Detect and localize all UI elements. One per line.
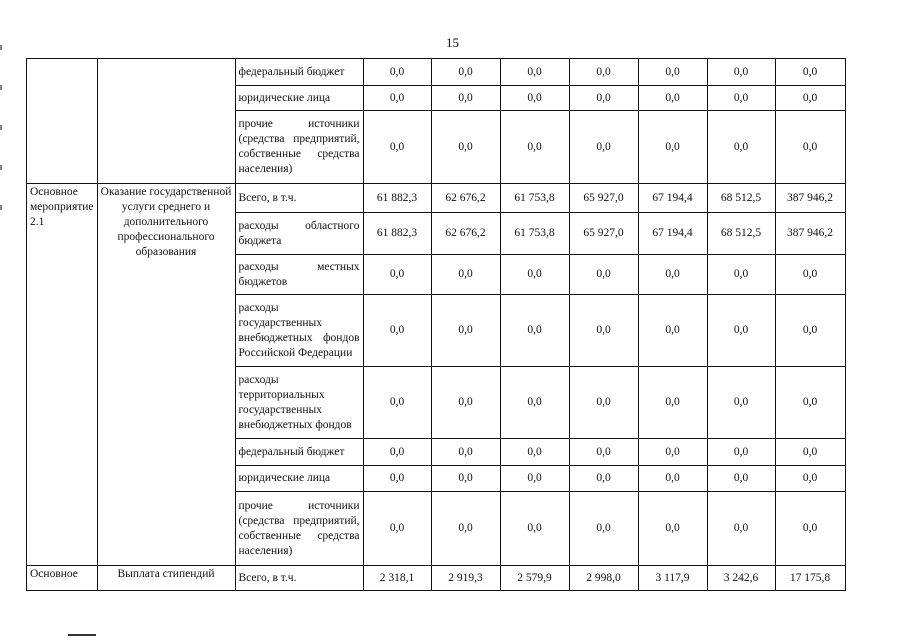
value-cell: 0,0: [707, 492, 775, 566]
value-cell: 0,0: [707, 466, 775, 492]
value-cell: 0,0: [638, 255, 707, 295]
value-cell: 61 753,8: [500, 213, 569, 255]
value-cell: 387 946,2: [775, 184, 845, 213]
value-cell: 0,0: [569, 86, 638, 111]
value-cell: 0,0: [775, 59, 845, 86]
value-cell: 0,0: [775, 439, 845, 466]
value-cell: 0,0: [431, 295, 500, 367]
value-cell: 2 318,1: [363, 566, 431, 591]
value-cell: 65 927,0: [569, 213, 638, 255]
value-cell: 61 882,3: [363, 184, 431, 213]
value-cell: 2 579,9: [500, 566, 569, 591]
value-cell: 3 117,9: [638, 566, 707, 591]
value-cell: 0,0: [775, 367, 845, 439]
funding-source-cell: прочие источники (средства предприятий, собственные средства населения): [235, 492, 363, 566]
table-row: [27, 184, 846, 213]
value-cell: 0,0: [363, 59, 431, 86]
funding-source-cell: прочие источники (средства предприятий, собственные средства населения): [235, 111, 363, 184]
value-cell: 3 242,6: [707, 566, 775, 591]
value-cell: 387 946,2: [775, 213, 845, 255]
funding-source-cell: федеральный бюджет: [235, 439, 363, 466]
value-cell: 0,0: [431, 466, 500, 492]
value-cell: 0,0: [500, 59, 569, 86]
value-cell: 0,0: [707, 59, 775, 86]
value-cell: 0,0: [431, 439, 500, 466]
table-row: [27, 59, 846, 86]
value-cell: 0,0: [431, 255, 500, 295]
value-cell: 0,0: [638, 86, 707, 111]
value-cell: 67 194,4: [638, 184, 707, 213]
page-number: 15: [446, 35, 459, 50]
value-cell: 0,0: [500, 86, 569, 111]
value-cell: 0,0: [569, 466, 638, 492]
value-cell: 0,0: [363, 439, 431, 466]
value-cell: 0,0: [363, 492, 431, 566]
value-cell: 0,0: [569, 59, 638, 86]
value-cell: 0,0: [363, 255, 431, 295]
funding-source-cell: федеральный бюджет: [235, 59, 363, 86]
value-cell: 0,0: [431, 86, 500, 111]
value-cell: 2 919,3: [431, 566, 500, 591]
value-cell: 0,0: [363, 295, 431, 367]
value-cell: 0,0: [638, 295, 707, 367]
value-cell: 0,0: [363, 111, 431, 184]
value-cell: 0,0: [775, 255, 845, 295]
funding-source-cell: Всего, в т.ч.: [235, 184, 363, 213]
value-cell: 0,0: [363, 86, 431, 111]
value-cell: 0,0: [500, 439, 569, 466]
value-cell: 0,0: [500, 466, 569, 492]
funding-source-cell: расходы государственных внебюджетных фондов Российской Федерации: [235, 295, 363, 367]
description-cell: [97, 59, 235, 184]
value-cell: 0,0: [363, 367, 431, 439]
table-row: [27, 566, 846, 591]
value-cell: 62 676,2: [431, 184, 500, 213]
value-cell: 0,0: [431, 111, 500, 184]
value-cell: 0,0: [569, 295, 638, 367]
value-cell: 0,0: [707, 255, 775, 295]
value-cell: 0,0: [500, 295, 569, 367]
footer-dash-mark: [68, 634, 96, 636]
value-cell: 0,0: [638, 439, 707, 466]
value-cell: 0,0: [775, 295, 845, 367]
description-cell: Выплата стипендий: [97, 566, 235, 591]
value-cell: 0,0: [638, 466, 707, 492]
value-cell: 0,0: [500, 367, 569, 439]
funding-source-cell: расходы областного бюджета: [235, 213, 363, 255]
value-cell: 0,0: [707, 86, 775, 111]
value-cell: 0,0: [707, 439, 775, 466]
funding-source-cell: расходы местных бюджетов: [235, 255, 363, 295]
value-cell: 67 194,4: [638, 213, 707, 255]
value-cell: 0,0: [775, 86, 845, 111]
value-cell: 61 753,8: [500, 184, 569, 213]
value-cell: 0,0: [363, 466, 431, 492]
value-cell: 0,0: [569, 111, 638, 184]
value-cell: 0,0: [775, 466, 845, 492]
value-cell: 0,0: [569, 367, 638, 439]
value-cell: 0,0: [569, 255, 638, 295]
value-cell: 0,0: [638, 367, 707, 439]
event-cell: [27, 59, 98, 184]
event-cell: Основное мероприятие 2.1: [27, 184, 98, 566]
scan-margin-marks: [0, 45, 2, 215]
value-cell: 0,0: [775, 111, 845, 184]
value-cell: 0,0: [500, 492, 569, 566]
value-cell: 17 175,8: [775, 566, 845, 591]
value-cell: 68 512,5: [707, 213, 775, 255]
value-cell: 0,0: [707, 367, 775, 439]
description-cell: Оказание государственной услуги среднего и дополнительного профессионального образования: [97, 184, 235, 566]
value-cell: 0,0: [638, 59, 707, 86]
value-cell: 0,0: [707, 295, 775, 367]
budget-table: [26, 58, 846, 591]
value-cell: 0,0: [431, 59, 500, 86]
funding-source-cell: юридические лица: [235, 466, 363, 492]
value-cell: 0,0: [431, 492, 500, 566]
value-cell: 0,0: [638, 111, 707, 184]
funding-source-cell: расходы территориальных государственных внебюджетных фондов: [235, 367, 363, 439]
funding-source-cell: Всего, в т.ч.: [235, 566, 363, 591]
value-cell: 0,0: [775, 492, 845, 566]
value-cell: 0,0: [707, 111, 775, 184]
value-cell: 61 882,3: [363, 213, 431, 255]
value-cell: 2 998,0: [569, 566, 638, 591]
value-cell: 0,0: [569, 439, 638, 466]
value-cell: 0,0: [569, 492, 638, 566]
value-cell: 0,0: [500, 111, 569, 184]
value-cell: 0,0: [500, 255, 569, 295]
event-cell: Основное: [27, 566, 98, 591]
value-cell: 65 927,0: [569, 184, 638, 213]
value-cell: 0,0: [431, 367, 500, 439]
value-cell: 68 512,5: [707, 184, 775, 213]
value-cell: 0,0: [638, 492, 707, 566]
value-cell: 62 676,2: [431, 213, 500, 255]
funding-source-cell: юридические лица: [235, 86, 363, 111]
